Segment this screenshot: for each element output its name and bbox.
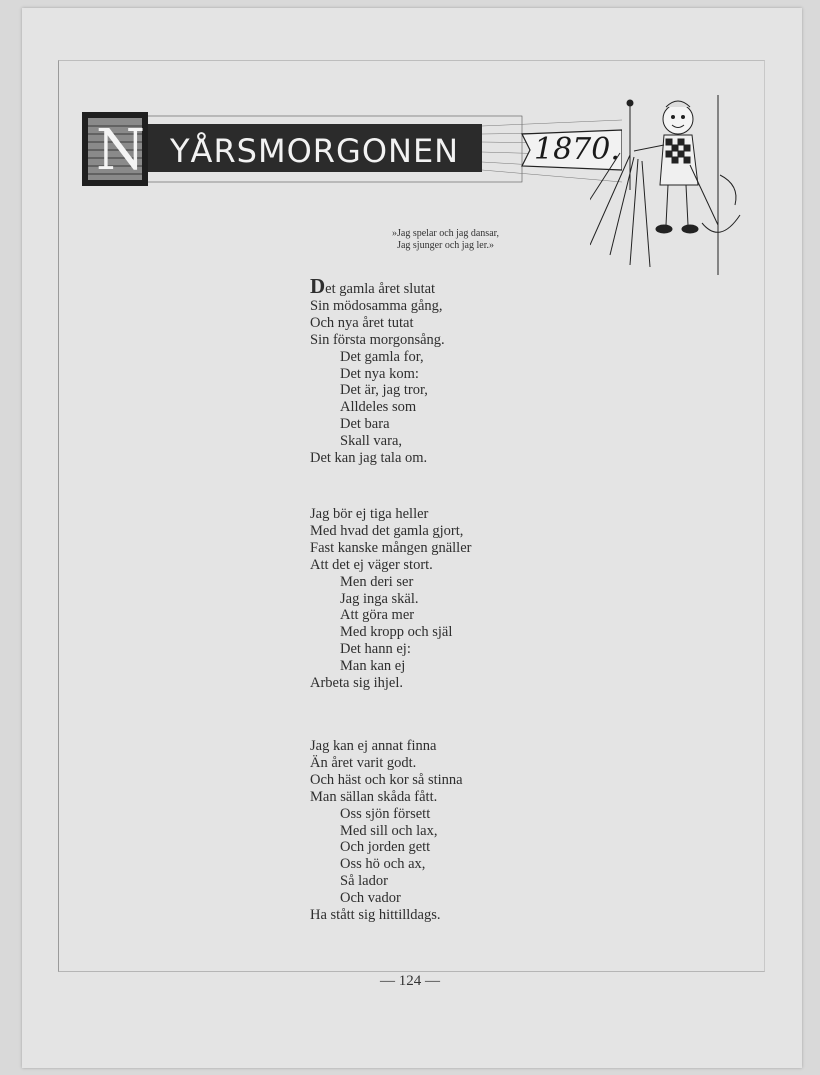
jester-illustration-icon — [590, 95, 750, 275]
poem-line: Att göra mer — [340, 607, 415, 624]
poem-line: Man sällan skåda fått. — [310, 788, 438, 805]
poem-line: Så lador — [340, 873, 388, 890]
poem-line: Arbeta sig ihjel. — [310, 675, 404, 692]
stanza-2 — [310, 506, 471, 692]
page-number: — 124 — — [380, 973, 440, 989]
poem-line: Jag inga skäl. — [340, 590, 419, 607]
initial-letter: N — [96, 118, 145, 183]
poem-line: Och jorden gett — [340, 839, 431, 856]
title-banner — [82, 112, 622, 186]
poem-line: Det är, jag tror, — [340, 382, 428, 399]
poem-line: Man kan ej — [340, 658, 406, 675]
drop-cap: D — [310, 274, 326, 298]
poem-line: Det gamla for, — [340, 348, 424, 365]
poem-line: Det kan jag tala om. — [310, 450, 428, 467]
poem-line: Men deri ser — [340, 573, 414, 590]
poem-line: Och häst och kor så stinna — [310, 771, 463, 788]
poem-line: Det bara — [340, 416, 390, 433]
poem-line: Jag bör ej tiga heller — [310, 506, 429, 522]
epigraph — [392, 228, 499, 252]
poem-line: Sin mödosamma gång, — [310, 297, 443, 314]
poem-line: Alldeles som — [340, 399, 417, 416]
poem-line: Oss hö och ax, — [340, 856, 426, 873]
poem-line: Det nya kom: — [340, 365, 419, 382]
poem-line: Ha stått sig hittilldags. — [310, 907, 441, 924]
epigraph-line: »Jag spelar och jag dansar, — [392, 228, 500, 239]
epigraph-line: Jag sjunger och jag ler.» — [397, 240, 494, 251]
banner-year: 1870. — [534, 132, 620, 167]
poem-line: Och vador — [340, 890, 401, 907]
banner-title: YÅRSMORGONEN — [170, 132, 460, 170]
poem-line: Med hvad det gamla gjort, — [310, 522, 464, 539]
poem-line: Med kropp och själ — [340, 624, 453, 641]
poem-line: Det gamla året slutat — [310, 274, 436, 298]
poem-line: Med sill och lax, — [340, 822, 438, 839]
poem-line: Skall vara, — [340, 433, 403, 450]
poem-line: Oss sjön försett — [340, 805, 431, 822]
stanza-3 — [310, 738, 463, 924]
poem-line: Fast kanske mången gnäller — [310, 539, 472, 556]
poem-line: Det hann ej: — [340, 641, 411, 658]
poem-line: Att det ej väger stort. — [310, 556, 433, 573]
stanza-1 — [310, 274, 445, 467]
poem-line: Jag kan ej annat finna — [310, 738, 437, 754]
poem-line: Sin första morgonsång. — [310, 331, 445, 348]
poem-line: Än året varit godt. — [310, 754, 417, 771]
poem-line: Och nya året tutat — [310, 314, 414, 331]
